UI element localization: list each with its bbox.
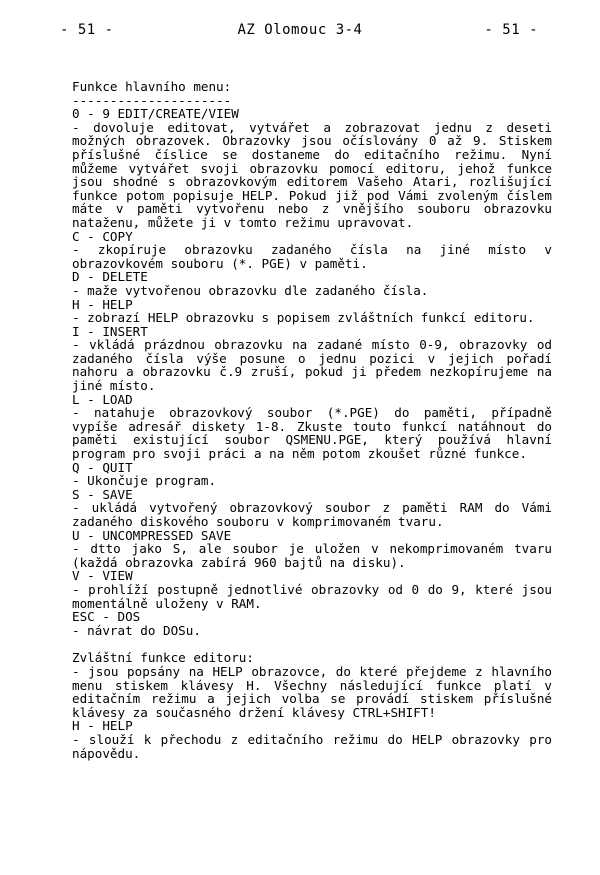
item-key: D - DELETE xyxy=(72,269,148,285)
section-title-main-menu: Funkce hlavního menu: xyxy=(72,79,232,94)
item-description: - vkládá prázdnou obrazovku na zadané místo 0-9, obrazovky od zadaného čísla výše posune o jednu pozici v jejich pořadí nahoru a obrazovku č.9 zruší, pokud ji předem nezkopírujeme na jiné místo. xyxy=(72,337,560,394)
item-description: - zkopíruje obrazovku zadaného čísla na jiné místo v obrazovkovém souboru (*. PGE) v paměti. xyxy=(72,242,560,271)
page-number-left: - 51 - xyxy=(60,22,114,38)
page-content xyxy=(72,79,560,761)
item-description: - Ukončuje program. xyxy=(72,473,217,489)
item-key: ESC - DOS xyxy=(72,609,141,625)
item-key: 0 - 9 EDIT/CREATE/VIEW xyxy=(72,106,239,122)
running-header: AZ Olomouc 3-4 xyxy=(237,22,363,38)
item-description: - ukládá vytvořený obrazovkový soubor z paměti RAM do Vámi zadaného diskového souboru v komprimovaném tvaru. xyxy=(72,500,560,529)
item-description: - natahuje obrazovkový soubor (*.PGE) do paměti, případně vypíše adresář diskety 1-8. Zkuste touto funkcí natáhnout do paměti existující soubor QSMENU.PGE, který používá hlavní program pro svoji práci a na něm potom zkoušet různé funkce. xyxy=(72,405,560,462)
section-title-editor-functions: Zvláštní funkce editoru: xyxy=(72,650,254,666)
item-description: - zobrazí HELP obrazovku s popisem zvláštních funkcí editoru. xyxy=(72,310,535,326)
item-key: H - HELP xyxy=(72,296,133,312)
item-key: V - VIEW xyxy=(72,568,133,584)
item-description: - maže vytvořenou obrazovku dle zadaného čísla. xyxy=(72,282,429,298)
section-intro: - jsou popsány na HELP obrazovce, do které přejdeme z hlavního menu stiskem klávesy H. Všechny následující funkce platí v editačním režimu a jejich volba se provádí stiskem příslušné klávesy za současného držení klávesy CTRL+SHIFT! xyxy=(72,663,560,720)
item-description: - prohlíží postupně jednotlivé obrazovky od 0 do 9, které jsou momentálně uloženy v RAM. xyxy=(72,581,560,611)
heading-underline: --------------------- xyxy=(72,93,232,108)
item-key: Q - QUIT xyxy=(72,459,133,475)
item-description: - dtto jako S, ale soubor je uložen v nekomprimovaném tvaru (každá obrazovka zabírá 960 bajtů na disku). xyxy=(72,541,560,570)
item-key: H - HELP xyxy=(72,718,133,734)
item-key: U - UNCOMPRESSED SAVE xyxy=(72,527,232,543)
item-description: - slouží k přechodu z editačního režimu do HELP obrazovky pro nápovědu. xyxy=(72,731,560,761)
section-gap xyxy=(72,637,552,651)
item-key: C - COPY xyxy=(72,228,133,244)
item-description: - návrat do DOSu. xyxy=(72,622,201,638)
item-description: - dovoluje editovat, vytvářet a zobrazovat jednu z deseti možných obrazovek. Obrazovky jsou očíslovány 0 až 9. Stiskem příslušné číslice se dostaneme do editačního režimu. Nyní můžeme vytvářet svoji obrazovku pomocí editoru, jehož funkce jsou shodné s obrazovkovým editorem Vašeho Atari, rozlišující funkce potom popisuje HELP. Pokud již pod Vámi zvoleným číslem máte v paměti vytvořenu nebo z vnějšího souboru obrazovku nataženu, můžete ji v tomto režimu upravovat. xyxy=(72,119,560,230)
item-key: S - SAVE xyxy=(72,486,133,502)
item-key: I - INSERT xyxy=(72,323,148,339)
item-key: L - LOAD xyxy=(72,391,133,407)
page-number-right: - 51 - xyxy=(484,22,538,38)
